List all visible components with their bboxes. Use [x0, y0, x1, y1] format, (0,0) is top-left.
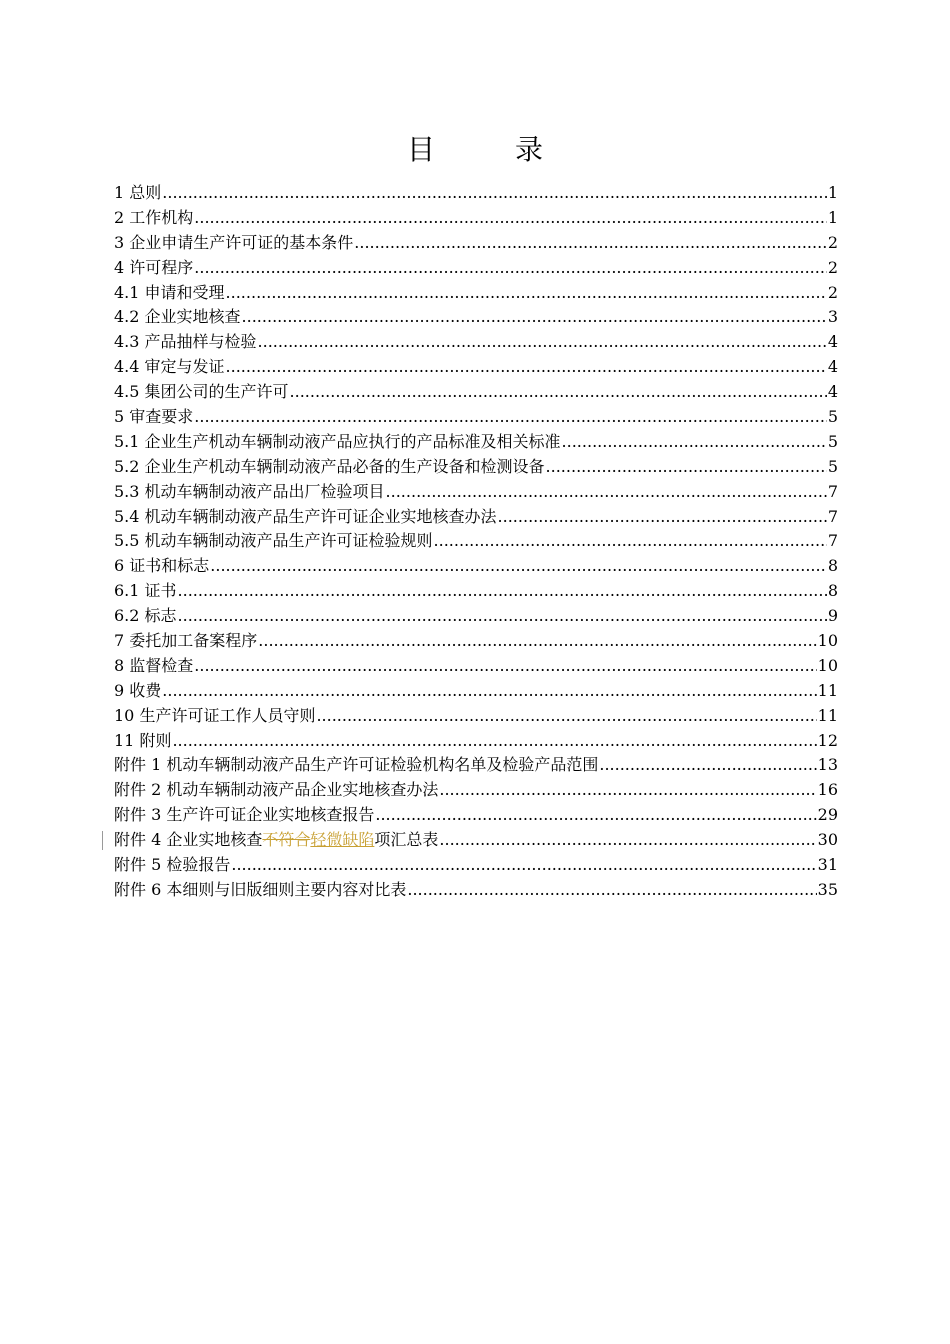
- toc-entry[interactable]: [114, 256, 838, 281]
- toc-leader-dots: [290, 380, 827, 405]
- toc-page-number: 10: [817, 631, 838, 651]
- toc-page-number: 4: [827, 357, 838, 377]
- toc-leader-dots: [354, 231, 827, 256]
- toc-leader-dots: [178, 604, 827, 629]
- toc-leader-dots: [178, 579, 827, 604]
- toc-entry-text: 附件 3 生产许可证企业实地核查报告: [114, 805, 375, 825]
- toc-page-number: 29: [817, 805, 838, 825]
- toc-entry[interactable]: [114, 604, 838, 629]
- toc-entry-text: 6.2 标志: [114, 606, 177, 626]
- toc-leader-dots: [210, 554, 827, 579]
- toc-entry[interactable]: [114, 629, 838, 654]
- toc-leader-dots: [194, 654, 816, 679]
- toc-leader-dots: [226, 281, 827, 306]
- toc-entry-text: 7 委托加工备案程序: [114, 631, 258, 651]
- toc-leader-dots: [231, 853, 816, 878]
- toc-title: 目 录: [406, 133, 569, 166]
- toc-leader-dots: [434, 529, 827, 554]
- toc-entry-text: 4.3 产品抽样与检验: [114, 332, 257, 352]
- toc-entry[interactable]: [114, 554, 838, 579]
- toc-page-number: 5: [827, 431, 838, 451]
- toc-entry-text: 4.1 申请和受理: [114, 282, 225, 302]
- toc-entry[interactable]: [114, 231, 838, 256]
- toc-page-number: 10: [817, 655, 838, 675]
- toc-entry[interactable]: [114, 654, 838, 679]
- toc-page-number: 30: [817, 830, 838, 850]
- toc-leader-dots: [162, 679, 816, 704]
- toc-entry[interactable]: [114, 778, 838, 803]
- toc-leader-dots: [599, 753, 816, 778]
- toc-entry[interactable]: [114, 853, 838, 878]
- toc-entry-text: 6 证书和标志: [114, 556, 210, 576]
- toc-page-number: 9: [827, 606, 838, 626]
- change-bar: [102, 831, 103, 850]
- toc-entry-text: 9 收费: [114, 680, 162, 700]
- toc-entry-text: 1 总则: [114, 183, 162, 202]
- toc-page-number: 16: [817, 780, 838, 800]
- toc-entry[interactable]: [114, 330, 838, 355]
- toc-entry[interactable]: [114, 405, 838, 430]
- toc-page-number: 13: [817, 755, 838, 775]
- toc-entry[interactable]: [114, 529, 838, 554]
- toc-page-number: 1: [827, 183, 838, 202]
- toc-leader-dots: [498, 505, 827, 530]
- toc-entry-text: [114, 828, 438, 853]
- toc-entry-text: 5 审查要求: [114, 407, 194, 427]
- toc-entry[interactable]: [114, 305, 838, 330]
- toc-leader-dots: [439, 828, 816, 853]
- toc-entry[interactable]: [114, 281, 838, 306]
- toc-entry-text: 3 企业申请生产许可证的基本条件: [114, 232, 354, 252]
- toc-entry-text: 5.5 机动车辆制动液产品生产许可证检验规则: [114, 531, 433, 551]
- toc-entry-text: 5.2 企业生产机动车辆制动液产品必备的生产设备和检测设备: [114, 456, 545, 476]
- toc-page-number: 4: [827, 382, 838, 402]
- toc-page-number: 4: [827, 332, 838, 352]
- toc-entry[interactable]: [114, 430, 838, 455]
- toc-entry[interactable]: [114, 455, 838, 480]
- toc-entry-text: 附件 5 检验报告: [114, 855, 231, 875]
- toc-entry[interactable]: [114, 181, 838, 206]
- tracked-deletion: 不符合: [262, 830, 311, 850]
- toc-page-number: 8: [827, 556, 838, 576]
- toc-leader-dots: [258, 629, 816, 654]
- toc-entry[interactable]: [114, 878, 838, 903]
- toc-entry-text: 4 许可程序: [114, 257, 194, 277]
- toc-entry-tracked-change[interactable]: [114, 828, 838, 853]
- toc-entry[interactable]: [114, 704, 838, 729]
- toc-entry-text: 5.1 企业生产机动车辆制动液产品应执行的产品标准及相关标准: [114, 431, 561, 451]
- toc-leader-dots: [386, 480, 827, 505]
- toc-entry-text-after: 项汇总表: [374, 830, 439, 850]
- toc-page-number: 5: [827, 456, 838, 476]
- toc-entry-text: 附件 2 机动车辆制动液产品企业实地核查办法: [114, 780, 439, 800]
- toc-leader-dots: [194, 405, 827, 430]
- toc-page-number: 11: [817, 705, 838, 725]
- toc-page-number: 12: [817, 730, 838, 750]
- toc-page-number: 2: [827, 282, 838, 302]
- toc-leader-dots: [242, 305, 827, 330]
- toc-entry-text: 8 监督检查: [114, 655, 194, 675]
- tracked-insertion: 轻微缺陷: [310, 830, 375, 850]
- toc-entry-text: 附件 1 机动车辆制动液产品生产许可证检验机构名单及检验产品范围: [114, 755, 599, 775]
- toc-entry-text: 2 工作机构: [114, 207, 194, 227]
- toc-page-number: 7: [827, 531, 838, 551]
- toc-page-number: 1: [827, 207, 838, 227]
- toc-entry-text: 4.4 审定与发证: [114, 357, 225, 377]
- toc-page-number: 7: [827, 506, 838, 526]
- toc-leader-dots: [258, 330, 827, 355]
- toc-leader-dots: [194, 256, 827, 281]
- toc-leader-dots: [316, 704, 816, 729]
- toc-leader-dots: [375, 803, 816, 828]
- toc-entry[interactable]: [114, 505, 838, 530]
- toc-entry[interactable]: [114, 206, 838, 231]
- toc-entry-text: 10 生产许可证工作人员守则: [114, 705, 316, 725]
- toc-entry-text: 4.5 集团公司的生产许可: [114, 382, 289, 402]
- toc-leader-dots: [172, 729, 816, 754]
- toc-page-number: 11: [817, 680, 838, 700]
- toc-entry[interactable]: [114, 355, 838, 380]
- toc-leader-dots: [194, 206, 827, 231]
- toc-entry-text-before: 附件 4 企业实地核查: [114, 830, 263, 850]
- toc-leader-dots: [162, 181, 827, 206]
- toc-entry[interactable]: [114, 480, 838, 505]
- toc-entry[interactable]: [114, 753, 838, 778]
- toc-leader-dots: [546, 455, 827, 480]
- toc-entry-text: 5.3 机动车辆制动液产品出厂检验项目: [114, 481, 385, 501]
- toc-leader-dots: [407, 878, 816, 903]
- toc-entry-text: 6.1 证书: [114, 581, 177, 601]
- toc-page-number: 31: [817, 855, 838, 875]
- toc-entry[interactable]: [114, 579, 838, 604]
- toc-entry-text: 5.4 机动车辆制动液产品生产许可证企业实地核查办法: [114, 506, 497, 526]
- toc-entry-text: 11 附则: [114, 730, 172, 750]
- toc-page-number: 3: [827, 307, 838, 327]
- toc-entry[interactable]: [114, 803, 838, 828]
- toc-leader-dots: [439, 778, 816, 803]
- toc-entry-text: 附件 6 本细则与旧版细则主要内容对比表: [114, 879, 407, 899]
- toc-leader-dots: [226, 355, 827, 380]
- toc-leader-dots: [562, 430, 827, 455]
- toc-page-number: 7: [827, 481, 838, 501]
- toc-entry[interactable]: [114, 729, 838, 754]
- toc-page-number: 2: [827, 232, 838, 252]
- toc-page-number: 35: [817, 879, 838, 899]
- toc-page-number: 8: [827, 581, 838, 601]
- toc-page-number: 2: [827, 257, 838, 277]
- toc-entry[interactable]: [114, 679, 838, 704]
- toc-entry[interactable]: [114, 380, 838, 405]
- toc-page-number: 5: [827, 407, 838, 427]
- table-of-contents: [114, 181, 838, 903]
- toc-entry-text: 4.2 企业实地核查: [114, 307, 241, 327]
